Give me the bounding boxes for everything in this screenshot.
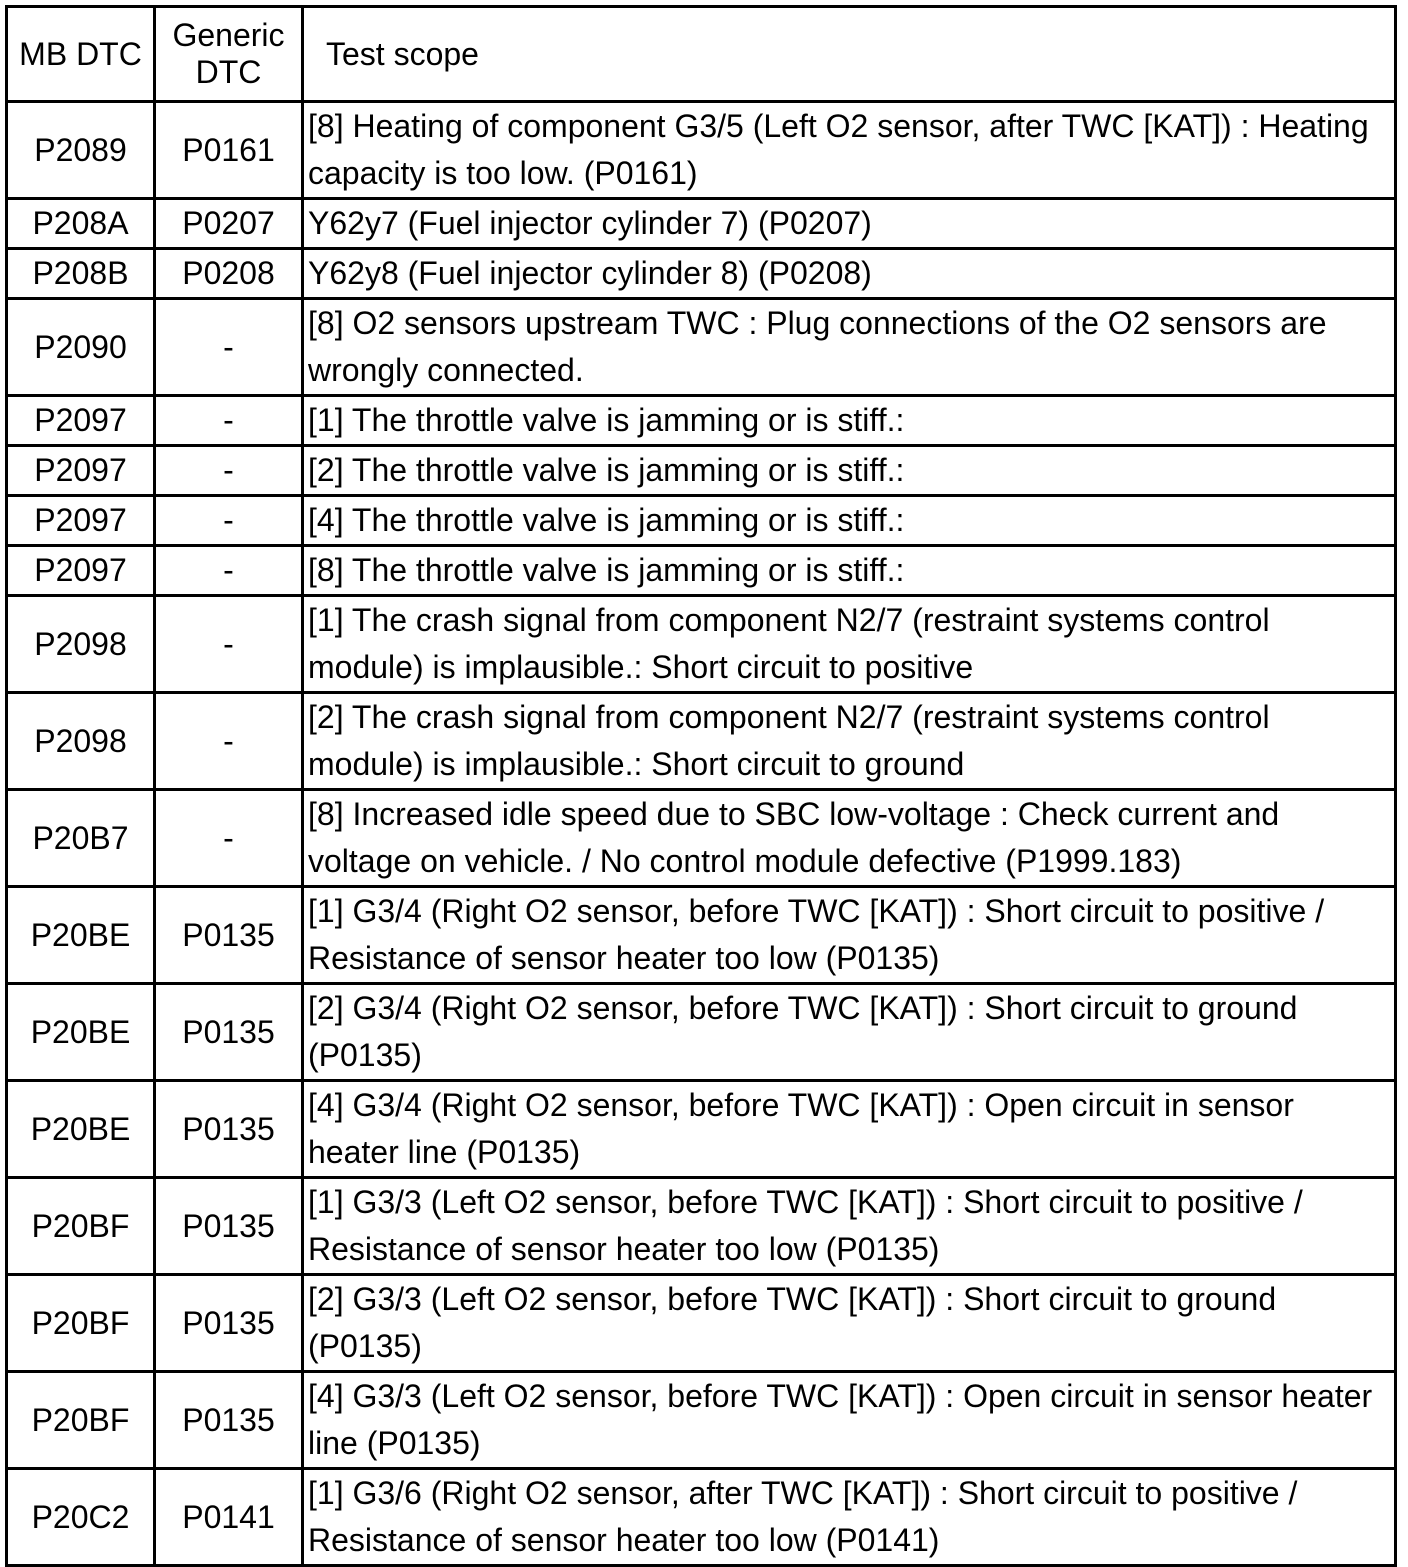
- cell-generic-dtc: -: [155, 446, 303, 496]
- cell-test-scope: [1] G3/6 (Right O2 sensor, after TWC [KAT]) : Short circuit to positive / Resistance of sensor heater too low (P0141): [303, 1469, 1396, 1566]
- table-row: [7, 249, 1396, 299]
- cell-mb-dtc: P20BE: [7, 887, 155, 984]
- cell-mb-dtc: P2097: [7, 496, 155, 546]
- cell-generic-dtc: -: [155, 299, 303, 396]
- cell-mb-dtc: P2090: [7, 299, 155, 396]
- cell-test-scope: [1] G3/3 (Left O2 sensor, before TWC [KAT]) : Short circuit to positive / Resistance of sensor heater too low (P0135): [303, 1178, 1396, 1275]
- cell-generic-dtc: P0135: [155, 1275, 303, 1372]
- cell-generic-dtc: P0135: [155, 1178, 303, 1275]
- cell-generic-dtc: P0135: [155, 1372, 303, 1469]
- dtc-table: [5, 5, 1397, 1567]
- cell-generic-dtc: -: [155, 496, 303, 546]
- cell-test-scope: [2] The throttle valve is jamming or is stiff.:: [303, 446, 1396, 496]
- cell-mb-dtc: P20BF: [7, 1178, 155, 1275]
- cell-test-scope: [8] O2 sensors upstream TWC : Plug connections of the O2 sensors are wrongly connected.: [303, 299, 1396, 396]
- cell-mb-dtc: P2098: [7, 693, 155, 790]
- cell-mb-dtc: P20BE: [7, 984, 155, 1081]
- cell-test-scope: [1] The crash signal from component N2/7 (restraint systems control module) is implausible.: Short circuit to positive: [303, 596, 1396, 693]
- cell-test-scope: [8] Increased idle speed due to SBC low-voltage : Check current and voltage on vehicle. / No control module defective (P1999.183): [303, 790, 1396, 887]
- cell-generic-dtc: P0161: [155, 102, 303, 199]
- cell-test-scope: Y62y7 (Fuel injector cylinder 7) (P0207): [303, 199, 1396, 249]
- table-row: [7, 1275, 1396, 1372]
- cell-test-scope: [2] G3/3 (Left O2 sensor, before TWC [KAT]) : Short circuit to ground (P0135): [303, 1275, 1396, 1372]
- cell-mb-dtc: P2097: [7, 446, 155, 496]
- cell-mb-dtc: P2097: [7, 546, 155, 596]
- table-row: [7, 984, 1396, 1081]
- header-row: [7, 7, 1396, 102]
- cell-test-scope: Y62y8 (Fuel injector cylinder 8) (P0208): [303, 249, 1396, 299]
- cell-generic-dtc: P0207: [155, 199, 303, 249]
- cell-test-scope: [4] G3/4 (Right O2 sensor, before TWC [KAT]) : Open circuit in sensor heater line (P0135): [303, 1081, 1396, 1178]
- cell-mb-dtc: P20C2: [7, 1469, 155, 1566]
- table-row: [7, 1469, 1396, 1566]
- table-row: [7, 546, 1396, 596]
- cell-generic-dtc: P0208: [155, 249, 303, 299]
- cell-mb-dtc: P2089: [7, 102, 155, 199]
- table-row: [7, 199, 1396, 249]
- cell-mb-dtc: P2098: [7, 596, 155, 693]
- table-row: [7, 102, 1396, 199]
- table-row: [7, 596, 1396, 693]
- header-generic-line2: DTC: [195, 54, 262, 90]
- table-row: [7, 693, 1396, 790]
- cell-generic-dtc: -: [155, 396, 303, 446]
- cell-test-scope: [1] The throttle valve is jamming or is stiff.:: [303, 396, 1396, 446]
- table-row: [7, 496, 1396, 546]
- cell-test-scope: [2] G3/4 (Right O2 sensor, before TWC [KAT]) : Short circuit to ground (P0135): [303, 984, 1396, 1081]
- cell-generic-dtc: -: [155, 546, 303, 596]
- cell-mb-dtc: P20B7: [7, 790, 155, 887]
- cell-generic-dtc: -: [155, 693, 303, 790]
- cell-generic-dtc: P0135: [155, 887, 303, 984]
- cell-generic-dtc: -: [155, 596, 303, 693]
- cell-generic-dtc: P0135: [155, 984, 303, 1081]
- cell-mb-dtc: P2097: [7, 396, 155, 446]
- table-row: [7, 396, 1396, 446]
- cell-test-scope: [4] G3/3 (Left O2 sensor, before TWC [KAT]) : Open circuit in sensor heater line (P0135): [303, 1372, 1396, 1469]
- table-row: [7, 887, 1396, 984]
- cell-generic-dtc: P0135: [155, 1081, 303, 1178]
- cell-test-scope: [4] The throttle valve is jamming or is stiff.:: [303, 496, 1396, 546]
- cell-test-scope: [8] Heating of component G3/5 (Left O2 sensor, after TWC [KAT]) : Heating capacity is too low. (P0161): [303, 102, 1396, 199]
- header-generic-dtc: [155, 7, 303, 102]
- cell-test-scope: [1] G3/4 (Right O2 sensor, before TWC [KAT]) : Short circuit to positive / Resistance of sensor heater too low (P0135): [303, 887, 1396, 984]
- cell-mb-dtc: P20BF: [7, 1372, 155, 1469]
- cell-test-scope: [2] The crash signal from component N2/7 (restraint systems control module) is implausible.: Short circuit to ground: [303, 693, 1396, 790]
- cell-generic-dtc: P0141: [155, 1469, 303, 1566]
- cell-generic-dtc: -: [155, 790, 303, 887]
- table-row: [7, 790, 1396, 887]
- header-generic-line1: Generic: [172, 17, 285, 53]
- cell-test-scope: [8] The throttle valve is jamming or is stiff.:: [303, 546, 1396, 596]
- table-row: [7, 446, 1396, 496]
- table-row: [7, 1178, 1396, 1275]
- table-row: [7, 1372, 1396, 1469]
- table-row: [7, 1081, 1396, 1178]
- table-row: [7, 299, 1396, 396]
- header-mb-dtc: MB DTC: [7, 7, 155, 102]
- cell-mb-dtc: P20BE: [7, 1081, 155, 1178]
- cell-mb-dtc: P20BF: [7, 1275, 155, 1372]
- header-test-scope: Test scope: [303, 7, 1396, 102]
- cell-mb-dtc: P208B: [7, 249, 155, 299]
- cell-mb-dtc: P208A: [7, 199, 155, 249]
